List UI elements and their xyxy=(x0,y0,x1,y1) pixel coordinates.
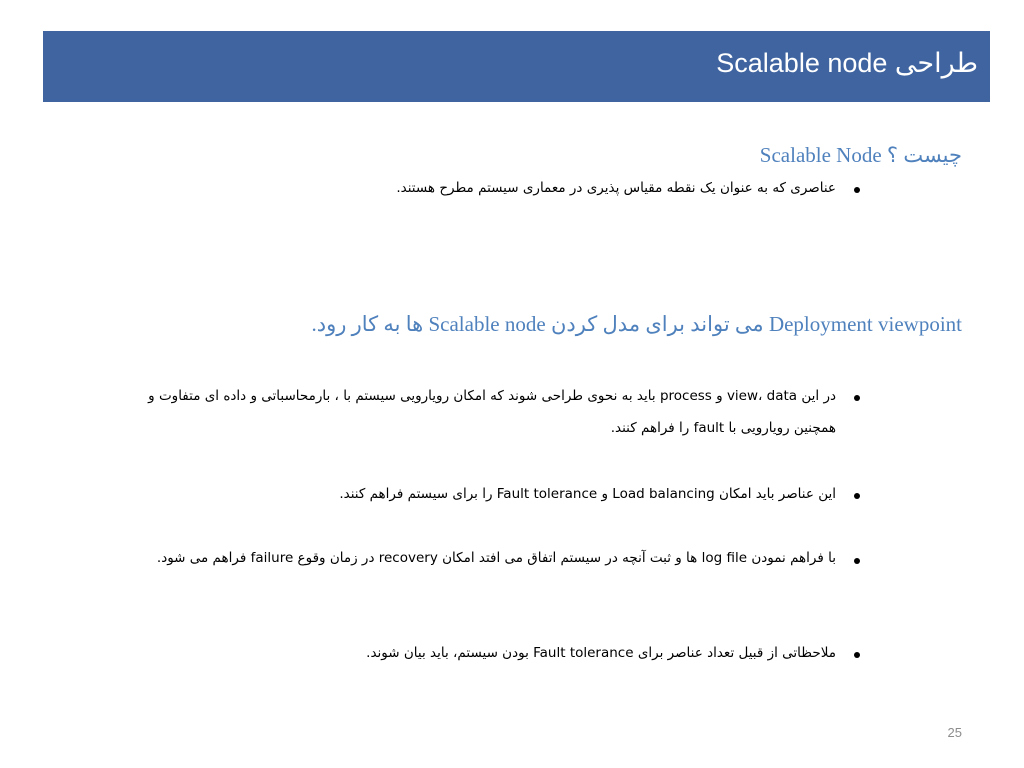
section-heading-1: چیست ؟ Scalable Node xyxy=(759,143,962,167)
bullet-text-4: با فراهم نمودن log file ها و ثبت آنچه در سیستم اتفاق می افتد امکان recovery در زمان وقوع failure فراهم می شود. xyxy=(156,550,836,566)
bullet-dot-1 xyxy=(854,187,860,193)
bullet-dot-5 xyxy=(854,652,860,658)
bullet-text-3: این عناصر باید امکان Load balancing و Fault tolerance را برای سیستم فراهم کنند. xyxy=(339,486,836,502)
slide-title: طراحی Scalable node xyxy=(716,48,978,78)
bullet-dot-2 xyxy=(854,395,860,401)
title-bar xyxy=(43,31,990,102)
bullet-text-1: عناصری که به عنوان یک نقطه مقیاس پذیری در معماری سیستم مطرح هستند. xyxy=(396,180,836,196)
bullet-text-2: در این view، data و process باید به نحوی طراحی شوند که امکان رویارویی سیستم با ، بارمحاسباتی و داده ای متفاوت و همچنین رویارویی با fault را فراهم کنند. xyxy=(148,388,836,436)
page-number: 25 xyxy=(947,725,962,740)
bullet-dot-4 xyxy=(854,558,860,564)
bullet-dot-3 xyxy=(854,493,860,499)
bullet-text-5: ملاحظاتی از قبیل تعداد عناصر برای Fault tolerance بودن سیستم، باید بیان شوند. xyxy=(366,645,836,661)
section-heading-2: Deployment viewpoint می تواند برای مدل کردن Scalable node ها به کار رود. xyxy=(311,312,962,336)
